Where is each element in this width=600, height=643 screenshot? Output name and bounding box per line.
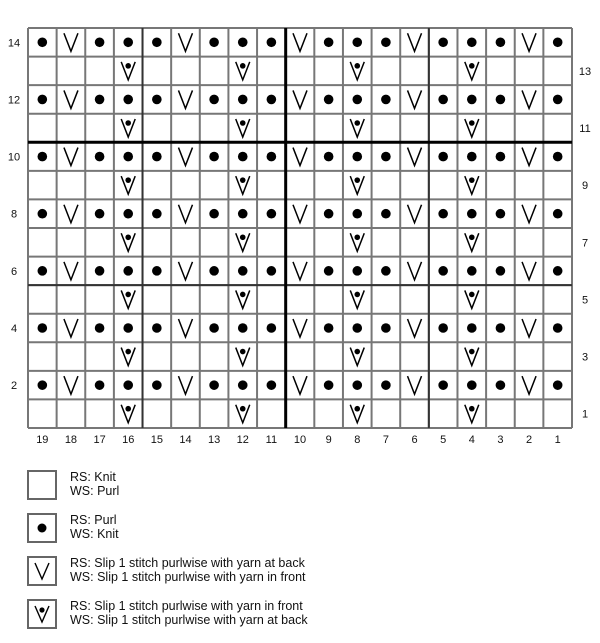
column-label: 7 [382,434,389,446]
purl-dot-mark [553,95,563,105]
slip-v-dot-mark [354,63,360,69]
purl-dot-mark [324,209,334,219]
purl-dot-mark [467,380,477,390]
purl-dot-mark [267,95,277,105]
purl-dot-mark [238,37,248,47]
slip-v-dot-mark [125,234,131,240]
purl-dot-mark [209,152,219,162]
purl-dot-mark [324,37,334,47]
column-label: 18 [64,434,78,446]
purl-dot-mark [553,152,563,162]
slip-v-icon [27,556,57,586]
column-label: 3 [497,434,504,446]
slip-v-dot-mark [240,406,246,412]
purl-dot-mark [95,266,105,276]
purl-dot-mark [152,209,162,219]
slip-v-dot-mark [125,349,131,355]
slip-v-dot-mark [354,406,360,412]
legend-rs-label: RS: Slip 1 stitch purlwise with yarn in front [70,599,303,613]
purl-dot-mark [238,152,248,162]
purl-dot-mark [438,266,448,276]
purl-dot-mark [38,323,48,333]
legend-ws-label: WS: Slip 1 stitch purlwise with yarn at back [70,612,308,627]
purl-dot-mark [467,209,477,219]
purl-dot-mark [123,152,133,162]
purl-dot-mark [267,209,277,219]
purl-dot-mark [438,95,448,105]
slip-v-dot-mark [125,63,131,69]
purl-dot-mark [152,152,162,162]
slip-v-dot-mark [354,120,360,126]
slip-v-dot-mark [469,292,475,298]
purl-dot-mark [381,209,391,219]
slip-v-dot-mark [125,177,131,183]
purl-dot-mark [381,95,391,105]
purl-dot-mark [38,37,48,47]
slip-v-dot-icon [27,599,57,629]
row-label: 2 [10,380,18,393]
slip-v-dot-mark [240,292,246,298]
purl-dot-mark [352,95,362,105]
slip-v-dot-mark [240,234,246,240]
purl-dot-mark [324,380,334,390]
purl-dot-mark [496,37,506,47]
purl-dot-mark [209,323,219,333]
slip-v-dot-mark [125,120,131,126]
purl-dot-mark [496,209,506,219]
column-label: 16 [122,434,135,446]
slip-v-dot-mark [125,292,131,298]
row-label: 6 [10,265,18,278]
slip-v-dot-mark [354,349,360,355]
row-label: 1 [581,408,589,421]
purl-dot-mark [238,380,248,390]
purl-dot-mark [123,209,133,219]
purl-dot-mark [352,37,362,47]
purl-dot-mark [381,37,391,47]
legend-rs-label: RS: Purl [70,513,117,527]
purl-dot-mark [553,266,563,276]
slip-v-dot-mark [240,349,246,355]
purl-dot-mark [553,37,563,47]
purl-dot-mark [267,266,277,276]
purl-dot-mark [267,323,277,333]
purl-dot-mark [438,37,448,47]
column-label: 19 [36,434,49,446]
slip-v-dot-mark [354,292,360,298]
purl-dot-mark [352,152,362,162]
purl-dot-mark [467,95,477,105]
purl-dot-mark [324,266,334,276]
legend-item-slip-wyif [27,599,427,631]
purl-dot-mark [123,95,133,105]
slip-v-dot-mark [240,63,246,69]
row-label: 8 [10,208,18,221]
purl-dot-mark [209,209,219,219]
row-label: 11 [579,123,591,135]
slip-v-dot-mark [469,349,475,355]
purl-dot-mark [38,152,48,162]
purl-dot-mark [95,380,105,390]
purl-dot-mark [123,380,133,390]
slip-v-dot-mark [354,177,360,183]
purl-dot-mark [267,152,277,162]
slip-v-dot-mark [240,177,246,183]
row-label: 9 [581,180,589,193]
blank-square-icon [27,470,57,500]
slip-v-dot-mark [125,406,131,412]
slip-v-dot-mark [469,406,475,412]
purl-dot-mark [95,209,105,219]
purl-dot-mark [438,323,448,333]
legend-text [70,514,119,541]
purl-dot-mark [352,266,362,276]
purl-dot-mark [381,323,391,333]
purl-dot-mark [152,266,162,276]
row-label: 12 [7,94,21,107]
purl-dot-mark [95,152,105,162]
row-label: 7 [581,237,589,250]
purl-dot-mark [123,323,133,333]
column-label: 13 [207,434,221,446]
legend-text [70,600,308,627]
purl-dot-mark [267,37,277,47]
column-label: 2 [525,434,533,446]
purl-dot-mark [553,380,563,390]
column-label: 14 [179,434,192,446]
purl-dot-mark [324,323,334,333]
purl-dot-mark [38,380,48,390]
purl-dot-mark [324,95,334,105]
legend-text [70,471,119,498]
slip-v-dot-mark [354,234,360,240]
purl-dot-mark [152,37,162,47]
slip-v-dot-mark [469,177,475,183]
purl-dot-mark [209,37,219,47]
column-label: 11 [265,434,278,446]
purl-dot-mark [496,95,506,105]
purl-dot-mark [152,380,162,390]
purl-dot-mark [95,37,105,47]
column-label: 15 [150,434,163,446]
slip-v-dot-mark [240,120,246,126]
purl-dot-mark [438,152,448,162]
column-label: 6 [411,434,418,446]
purl-dot-mark [381,152,391,162]
purl-dot-mark [38,95,48,105]
purl-dot-mark [209,95,219,105]
column-label: 4 [468,434,475,446]
purl-dot-mark [152,323,162,333]
row-label: 3 [581,351,589,364]
purl-dot-mark [209,266,219,276]
purl-dot-mark [324,152,334,162]
purl-dot-mark [352,380,362,390]
purl-dot-mark [352,323,362,333]
purl-dot-mark [496,323,506,333]
row-label: 10 [7,151,21,164]
column-label: 12 [236,434,249,446]
purl-dot-mark [553,209,563,219]
slip-v-dot-mark [469,63,475,69]
purl-dot-mark [38,209,48,219]
legend-text [70,557,306,584]
purl-dot-mark [467,37,477,47]
purl-dot-mark [38,266,48,276]
purl-dot-mark [238,95,248,105]
row-label: 5 [581,294,589,307]
column-label: 9 [325,434,332,446]
purl-dot-mark [209,380,219,390]
purl-dot-mark [352,209,362,219]
purl-dot-mark [95,323,105,333]
purl-dot-mark [381,380,391,390]
legend-ws-label: WS: Purl [70,483,120,498]
slip-v-dot-mark [469,120,475,126]
legend-item-purl [27,513,427,545]
dot-icon [27,513,57,543]
purl-dot-mark [381,266,391,276]
column-label: 5 [440,434,447,446]
purl-dot-mark [438,380,448,390]
column-label: 8 [354,434,361,446]
legend-item-knit [27,470,427,502]
purl-dot-mark [438,209,448,219]
purl-dot-mark [95,95,105,105]
purl-dot-mark [467,323,477,333]
row-label: 14 [7,37,21,50]
column-label: 10 [293,434,307,446]
legend-rs-label: RS: Knit [70,470,116,484]
purl-dot-mark [123,37,133,47]
purl-dot-mark [152,95,162,105]
column-label: 17 [93,434,106,446]
purl-dot-mark [123,266,133,276]
purl-dot-mark [267,380,277,390]
purl-dot-mark [496,152,506,162]
legend-ws-label: WS: Slip 1 stitch purlwise with yarn in front [70,569,306,584]
purl-dot-mark [496,380,506,390]
purl-dot-mark [467,266,477,276]
purl-dot-mark [553,323,563,333]
column-label: 1 [554,434,561,446]
legend-ws-label: WS: Knit [70,526,119,541]
purl-dot-mark [238,266,248,276]
purl-dot-mark [467,152,477,162]
slip-v-dot-mark [469,234,475,240]
purl-dot-mark [238,209,248,219]
row-label: 13 [578,65,592,78]
legend-rs-label: RS: Slip 1 stitch purlwise with yarn at back [70,556,305,570]
legend-item-slip-wyib [27,556,427,588]
purl-dot-mark [238,323,248,333]
row-label: 4 [10,323,18,335]
purl-dot-mark [496,266,506,276]
